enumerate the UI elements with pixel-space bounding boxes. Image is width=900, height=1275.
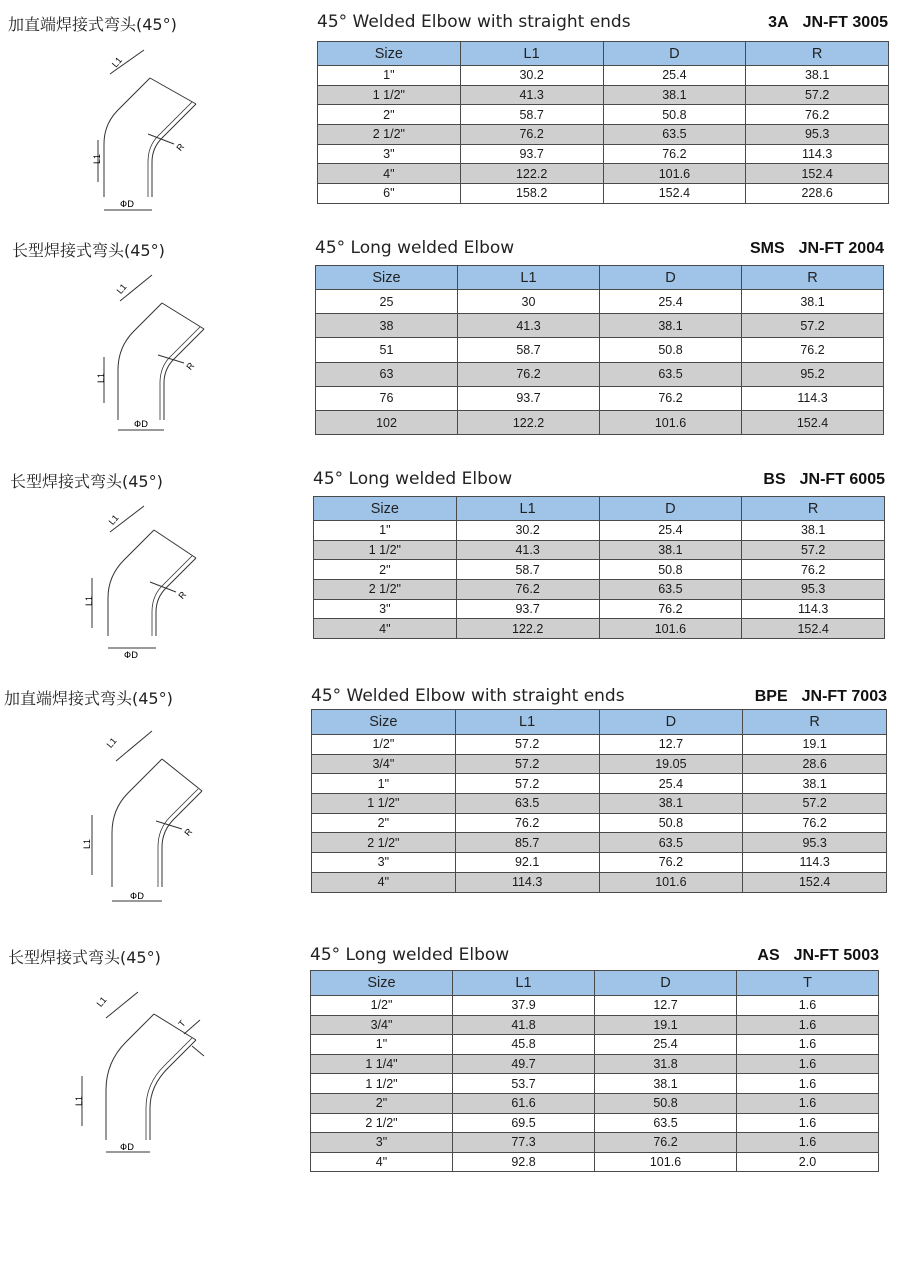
cell: 69.5 bbox=[453, 1113, 595, 1133]
section-sms bbox=[0, 225, 900, 445]
table-row bbox=[318, 144, 889, 164]
standard-label: BS bbox=[763, 471, 786, 488]
dia-label: ΦD bbox=[130, 892, 145, 902]
table-row bbox=[311, 1074, 879, 1094]
table-row bbox=[318, 184, 889, 204]
cell: 38.1 bbox=[595, 1074, 737, 1094]
cell: 152.4 bbox=[742, 410, 884, 434]
elbow-drawing bbox=[78, 725, 203, 915]
cell: 114.3 bbox=[742, 599, 885, 619]
cell: 76.2 bbox=[599, 599, 742, 619]
cell: 2" bbox=[312, 813, 456, 833]
cell: 76.2 bbox=[743, 813, 887, 833]
cell: 41.3 bbox=[458, 314, 600, 338]
cell: 158.2 bbox=[460, 184, 603, 204]
cell: 63.5 bbox=[600, 362, 742, 386]
cell: 3" bbox=[314, 599, 457, 619]
l1-label-side: L1 bbox=[84, 595, 94, 606]
cell: 51 bbox=[316, 338, 458, 362]
cell: 58.7 bbox=[458, 338, 600, 362]
col-header: L1 bbox=[458, 266, 600, 290]
cell: 101.6 bbox=[600, 410, 742, 434]
cell: 57.2 bbox=[746, 85, 889, 105]
table-row bbox=[312, 774, 887, 794]
section-3a bbox=[0, 0, 900, 215]
cell: 50.8 bbox=[600, 338, 742, 362]
cell: 2 1/2" bbox=[311, 1113, 453, 1133]
code-label: JN-FT 7003 bbox=[801, 688, 887, 705]
spec-table bbox=[311, 709, 887, 893]
cell: 1 1/2" bbox=[318, 85, 461, 105]
cell: 12.7 bbox=[599, 735, 743, 755]
en-title: 45° Long welded Elbow bbox=[315, 238, 515, 258]
radius-label: R bbox=[176, 589, 189, 601]
cell: 3" bbox=[311, 1133, 453, 1153]
table-row bbox=[314, 619, 885, 639]
cell: 63.5 bbox=[455, 794, 599, 814]
col-header: D bbox=[603, 42, 746, 66]
cell: 152.4 bbox=[746, 164, 889, 184]
cell: 58.7 bbox=[456, 560, 599, 580]
cell: 101.6 bbox=[595, 1152, 737, 1172]
cell: 1.6 bbox=[737, 1035, 879, 1055]
cell: 76.2 bbox=[460, 125, 603, 145]
col-header: R bbox=[742, 497, 885, 521]
thickness-label: T bbox=[176, 1018, 188, 1029]
cell: 3" bbox=[318, 144, 461, 164]
product-code bbox=[750, 240, 884, 258]
cell: 93.7 bbox=[456, 599, 599, 619]
spec-table bbox=[315, 265, 884, 435]
col-header: D bbox=[599, 497, 742, 521]
cell: 1 1/2" bbox=[312, 794, 456, 814]
cell: 76.2 bbox=[456, 580, 599, 600]
cell: 1 1/2" bbox=[314, 540, 457, 560]
cell: 57.2 bbox=[742, 314, 884, 338]
table-row bbox=[314, 580, 885, 600]
table-row bbox=[311, 996, 879, 1016]
cell: 25.4 bbox=[603, 66, 746, 86]
cell: 4" bbox=[314, 619, 457, 639]
table-row bbox=[318, 164, 889, 184]
dia-label: ΦD bbox=[134, 420, 149, 430]
cell: 2" bbox=[314, 560, 457, 580]
cell: 152.4 bbox=[743, 872, 887, 892]
elbow-drawing bbox=[90, 52, 210, 217]
table-row bbox=[316, 362, 884, 386]
cell: 57.2 bbox=[742, 540, 885, 560]
cell: 30.2 bbox=[460, 66, 603, 86]
standard-label: AS bbox=[757, 947, 780, 964]
cell: 57.2 bbox=[455, 754, 599, 774]
cell: 95.3 bbox=[742, 580, 885, 600]
cell: 63 bbox=[316, 362, 458, 386]
table-row bbox=[318, 66, 889, 86]
cell: 63.5 bbox=[595, 1113, 737, 1133]
code-label: JN-FT 3005 bbox=[802, 14, 888, 31]
l1-label-top: L1 bbox=[109, 55, 124, 70]
table-row bbox=[316, 410, 884, 434]
cell: 30 bbox=[458, 290, 600, 314]
cell: 102 bbox=[316, 410, 458, 434]
table-row bbox=[311, 1054, 879, 1074]
product-code bbox=[768, 14, 888, 32]
cell: 101.6 bbox=[599, 872, 743, 892]
elbow-drawing bbox=[84, 508, 204, 673]
col-header: Size bbox=[314, 497, 457, 521]
cell: 38.1 bbox=[742, 290, 884, 314]
cell: 1" bbox=[312, 774, 456, 794]
dia-label: ΦD bbox=[124, 651, 139, 661]
col-header: D bbox=[595, 971, 737, 996]
cell: 25 bbox=[316, 290, 458, 314]
cell: 2" bbox=[311, 1093, 453, 1113]
l1-label-top: L1 bbox=[106, 512, 121, 527]
cn-title: 长型焊接式弯头(45°) bbox=[8, 948, 161, 967]
cell: 19.05 bbox=[599, 754, 743, 774]
cell: 4" bbox=[318, 164, 461, 184]
elbow-end-cap bbox=[150, 78, 196, 104]
table-row bbox=[312, 813, 887, 833]
col-header: T bbox=[737, 971, 879, 996]
cell: 114.3 bbox=[742, 386, 884, 410]
cell: 57.2 bbox=[743, 794, 887, 814]
cell: 95.3 bbox=[746, 125, 889, 145]
cell: 114.3 bbox=[743, 853, 887, 873]
cell: 4" bbox=[311, 1152, 453, 1172]
cell: 152.4 bbox=[742, 619, 885, 639]
cell: 41.3 bbox=[460, 85, 603, 105]
en-title: 45° Welded Elbow with straight ends bbox=[317, 12, 631, 32]
cell: 3/4" bbox=[311, 1015, 453, 1035]
table-row bbox=[311, 1133, 879, 1153]
spec-table bbox=[310, 970, 879, 1172]
cell: 6" bbox=[318, 184, 461, 204]
l1-label-side: L1 bbox=[82, 838, 92, 849]
cell: 1.6 bbox=[737, 1133, 879, 1153]
standard-label: SMS bbox=[749, 240, 785, 257]
cell: 122.2 bbox=[458, 410, 600, 434]
cell: 76.2 bbox=[599, 853, 743, 873]
en-title: 45° Long welded Elbow bbox=[313, 469, 513, 489]
cell: 38.1 bbox=[746, 66, 889, 86]
cell: 76.2 bbox=[742, 560, 885, 580]
col-header: Size bbox=[318, 42, 461, 66]
cell: 1.6 bbox=[737, 996, 879, 1016]
cell: 63.5 bbox=[603, 125, 746, 145]
cell: 1/2" bbox=[311, 996, 453, 1016]
cell: 92.1 bbox=[455, 853, 599, 873]
code-label: JN-FT 2004 bbox=[798, 240, 884, 257]
en-title: 45° Long welded Elbow bbox=[310, 945, 510, 965]
radius-label: R bbox=[174, 141, 187, 153]
table-row bbox=[314, 521, 885, 541]
cell: 31.8 bbox=[595, 1054, 737, 1074]
cell: 152.4 bbox=[603, 184, 746, 204]
cell: 41.3 bbox=[456, 540, 599, 560]
elbow-outer-wall bbox=[104, 78, 150, 197]
table-row bbox=[316, 386, 884, 410]
cell: 101.6 bbox=[603, 164, 746, 184]
col-header: Size bbox=[312, 710, 456, 735]
table-row bbox=[314, 540, 885, 560]
table-row bbox=[312, 754, 887, 774]
cell: 50.8 bbox=[599, 560, 742, 580]
cell: 114.3 bbox=[746, 144, 889, 164]
cell: 28.6 bbox=[743, 754, 887, 774]
col-header: L1 bbox=[453, 971, 595, 996]
table-row bbox=[318, 85, 889, 105]
cell: 38.1 bbox=[599, 540, 742, 560]
product-code bbox=[763, 471, 885, 489]
cell: 2 1/2" bbox=[314, 580, 457, 600]
cell: 38.1 bbox=[603, 85, 746, 105]
l1-label-side: L1 bbox=[92, 153, 102, 164]
cell: 93.7 bbox=[458, 386, 600, 410]
cell: 76.2 bbox=[746, 105, 889, 125]
cell: 1" bbox=[318, 66, 461, 86]
cell: 1 1/2" bbox=[311, 1074, 453, 1094]
radius-label: R bbox=[184, 360, 197, 372]
cell: 1 1/4" bbox=[311, 1054, 453, 1074]
cell: 76.2 bbox=[742, 338, 884, 362]
cell: 25.4 bbox=[595, 1035, 737, 1055]
cell: 76.2 bbox=[458, 362, 600, 386]
elbow-drawing bbox=[90, 275, 210, 440]
col-header: L1 bbox=[455, 710, 599, 735]
table-row bbox=[312, 872, 887, 892]
cell: 4" bbox=[312, 872, 456, 892]
cn-title: 加直端焊接式弯头(45°) bbox=[4, 689, 173, 708]
section-bs bbox=[0, 458, 900, 668]
elbow-drawing bbox=[72, 990, 212, 1170]
table-row bbox=[312, 735, 887, 755]
table-row bbox=[316, 338, 884, 362]
table-row bbox=[312, 794, 887, 814]
cell: 2 1/2" bbox=[318, 125, 461, 145]
cell: 12.7 bbox=[595, 996, 737, 1016]
cell: 50.8 bbox=[599, 813, 743, 833]
cell: 1" bbox=[311, 1035, 453, 1055]
cell: 61.6 bbox=[453, 1093, 595, 1113]
cell: 53.7 bbox=[453, 1074, 595, 1094]
cell: 63.5 bbox=[599, 580, 742, 600]
col-header: R bbox=[746, 42, 889, 66]
cell: 37.9 bbox=[453, 996, 595, 1016]
col-header: L1 bbox=[456, 497, 599, 521]
table-row bbox=[314, 560, 885, 580]
cell: 95.3 bbox=[743, 833, 887, 853]
cell: 19.1 bbox=[595, 1015, 737, 1035]
cell: 76.2 bbox=[455, 813, 599, 833]
cell: 30.2 bbox=[456, 521, 599, 541]
cell: 1.6 bbox=[737, 1074, 879, 1094]
cell: 2 1/2" bbox=[312, 833, 456, 853]
cell: 122.2 bbox=[460, 164, 603, 184]
col-header: D bbox=[600, 266, 742, 290]
table-row bbox=[316, 314, 884, 338]
spec-table bbox=[313, 496, 885, 639]
radius-leader bbox=[148, 134, 174, 144]
cell: 50.8 bbox=[603, 105, 746, 125]
standard-label: 3A bbox=[768, 14, 789, 31]
col-header: L1 bbox=[460, 42, 603, 66]
cn-title: 长型焊接式弯头(45°) bbox=[12, 241, 165, 260]
cell: 1/2" bbox=[312, 735, 456, 755]
section-as bbox=[0, 932, 900, 1177]
cn-title: 加直端焊接式弯头(45°) bbox=[8, 15, 177, 34]
cell: 95.2 bbox=[742, 362, 884, 386]
cell: 38.1 bbox=[599, 794, 743, 814]
cell: 76.2 bbox=[600, 386, 742, 410]
cell: 1.6 bbox=[737, 1113, 879, 1133]
l1-label-top: L1 bbox=[94, 994, 109, 1009]
product-code bbox=[757, 947, 879, 965]
cell: 76.2 bbox=[603, 144, 746, 164]
l1-label-side: L1 bbox=[74, 1095, 84, 1106]
spec-table bbox=[317, 41, 889, 204]
cell: 93.7 bbox=[460, 144, 603, 164]
col-header: Size bbox=[316, 266, 458, 290]
table-row bbox=[316, 290, 884, 314]
col-header: D bbox=[599, 710, 743, 735]
cell: 77.3 bbox=[453, 1133, 595, 1153]
standard-label: BPE bbox=[754, 688, 788, 705]
table-row bbox=[312, 833, 887, 853]
cell: 228.6 bbox=[746, 184, 889, 204]
cell: 41.8 bbox=[453, 1015, 595, 1035]
col-header: Size bbox=[311, 971, 453, 996]
cell: 57.2 bbox=[455, 735, 599, 755]
dia-label: ΦD bbox=[120, 1143, 135, 1153]
cell: 114.3 bbox=[455, 872, 599, 892]
table-row bbox=[318, 125, 889, 145]
cell: 19.1 bbox=[743, 735, 887, 755]
radius-label: R bbox=[182, 826, 195, 838]
table-row bbox=[311, 1093, 879, 1113]
section-bpe bbox=[0, 673, 900, 918]
table-row bbox=[318, 105, 889, 125]
cell: 38.1 bbox=[743, 774, 887, 794]
cell: 85.7 bbox=[455, 833, 599, 853]
table-row bbox=[311, 1152, 879, 1172]
cell: 25.4 bbox=[599, 521, 742, 541]
l1-label-side: L1 bbox=[96, 372, 106, 383]
l1-label-top: L1 bbox=[104, 735, 119, 750]
cell: 38.1 bbox=[742, 521, 885, 541]
cell: 2.0 bbox=[737, 1152, 879, 1172]
cell: 122.2 bbox=[456, 619, 599, 639]
cell: 3" bbox=[312, 853, 456, 873]
cell: 1" bbox=[314, 521, 457, 541]
cell: 1.6 bbox=[737, 1015, 879, 1035]
col-header: R bbox=[743, 710, 887, 735]
cell: 38 bbox=[316, 314, 458, 338]
cell: 76 bbox=[316, 386, 458, 410]
cell: 58.7 bbox=[460, 105, 603, 125]
cell: 50.8 bbox=[595, 1093, 737, 1113]
cell: 25.4 bbox=[600, 290, 742, 314]
cell: 49.7 bbox=[453, 1054, 595, 1074]
cell: 1.6 bbox=[737, 1054, 879, 1074]
cell: 101.6 bbox=[599, 619, 742, 639]
cell: 2" bbox=[318, 105, 461, 125]
table-row bbox=[311, 1113, 879, 1133]
code-label: JN-FT 6005 bbox=[799, 471, 885, 488]
cell: 92.8 bbox=[453, 1152, 595, 1172]
code-label: JN-FT 5003 bbox=[793, 947, 879, 964]
col-header: R bbox=[742, 266, 884, 290]
dia-label: ΦD bbox=[120, 200, 135, 210]
cell: 1.6 bbox=[737, 1093, 879, 1113]
product-code bbox=[755, 688, 887, 706]
l1-label-top: L1 bbox=[114, 281, 129, 296]
table-row bbox=[314, 599, 885, 619]
cell: 76.2 bbox=[595, 1133, 737, 1153]
table-row bbox=[311, 1015, 879, 1035]
cn-title: 长型焊接式弯头(45°) bbox=[10, 472, 163, 491]
table-row bbox=[311, 1035, 879, 1055]
cell: 57.2 bbox=[455, 774, 599, 794]
table-row bbox=[312, 853, 887, 873]
cell: 3/4" bbox=[312, 754, 456, 774]
cell: 38.1 bbox=[600, 314, 742, 338]
cell: 63.5 bbox=[599, 833, 743, 853]
cell: 25.4 bbox=[599, 774, 743, 794]
cell: 45.8 bbox=[453, 1035, 595, 1055]
en-title: 45° Welded Elbow with straight ends bbox=[311, 686, 625, 706]
elbow-inner-wall bbox=[152, 104, 196, 197]
